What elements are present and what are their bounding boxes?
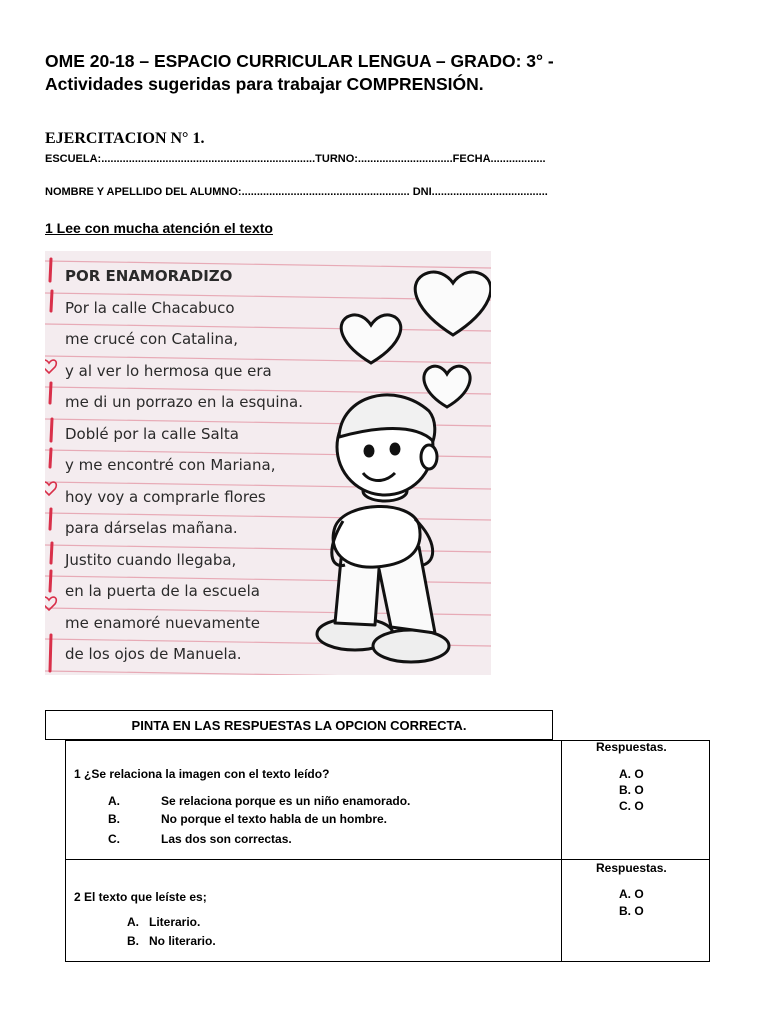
student-fields-line: NOMBRE Y APELLIDO DEL ALUMNO:....................................................... DNI...................................... bbox=[45, 186, 548, 198]
heart-medium-icon bbox=[341, 315, 401, 363]
row-divider bbox=[66, 859, 709, 860]
question-1-option-c-text: Las dos son correctas. bbox=[161, 832, 292, 846]
question-1-option-c-letter: C. bbox=[108, 832, 120, 846]
poem-line: me crucé con Catalina, bbox=[65, 330, 239, 348]
poem-line: Doblé por la calle Salta bbox=[65, 424, 239, 443]
poem-line: y me encontré con Mariana, bbox=[65, 456, 276, 474]
poem-line: para dárselas mañana. bbox=[65, 519, 238, 537]
question-2-answer-a[interactable]: A. O bbox=[619, 887, 644, 901]
poem-line: hoy voy a comprarle flores bbox=[65, 487, 266, 506]
question-2-option-a-letter: A. bbox=[127, 915, 139, 929]
question-2-option-a-text: Literario. bbox=[149, 915, 201, 929]
poem-line: me enamoré nuevamente bbox=[65, 613, 260, 632]
question-1-option-b-letter: B. bbox=[108, 812, 120, 826]
column-divider bbox=[561, 741, 562, 961]
boy-drawing bbox=[317, 395, 449, 662]
reading-instruction: 1 Lee con mucha atención el texto bbox=[45, 220, 273, 236]
title-line-1: OME 20-18 – ESPACIO CURRICULAR LENGUA – GRADO: 3° - bbox=[45, 51, 554, 71]
question-1-text: 1 ¿Se relaciona la imagen con el texto leído? bbox=[74, 767, 330, 781]
question-1-answer-b[interactable]: B. O bbox=[619, 783, 644, 797]
question-1-answer-a[interactable]: A. O bbox=[619, 767, 644, 781]
quiz-header: PINTA EN LAS RESPUESTAS LA OPCION CORRECTA. bbox=[45, 710, 553, 740]
exercise-heading: EJERCITACION N° 1. bbox=[45, 130, 205, 147]
poem-line: Justito cuando llegaba, bbox=[65, 550, 237, 569]
question-2-responses-label: Respuestas. bbox=[596, 861, 667, 875]
poem-line: me di un porrazo en la esquina. bbox=[65, 393, 303, 411]
poem-line: en la puerta de la escuela bbox=[65, 582, 260, 600]
quiz-table bbox=[65, 740, 710, 962]
heart-large-icon bbox=[415, 272, 491, 335]
question-1-responses-label: Respuestas. bbox=[596, 740, 667, 754]
question-1-option-b-text: No porque el texto habla de un hombre. bbox=[161, 812, 388, 826]
poem-illustration bbox=[45, 251, 491, 675]
question-2-option-b-letter: B. bbox=[127, 934, 139, 948]
school-fields-line: ESCUELA:......................................................................TURNO:...............................FECHA.................. bbox=[45, 153, 546, 165]
question-2-answer-b[interactable]: B. O bbox=[619, 904, 644, 918]
heart-small-icon bbox=[424, 366, 470, 407]
poem-title: POR ENAMORADIZO bbox=[65, 267, 233, 285]
question-2-option-b-text: No literario. bbox=[149, 934, 216, 948]
poem-line: y al ver lo hermosa que era bbox=[65, 361, 272, 380]
question-1-answer-c[interactable]: C. O bbox=[619, 799, 644, 813]
question-1-option-a-text: Se relaciona porque es un niño enamorado. bbox=[161, 794, 411, 808]
question-1-option-a-letter: A. bbox=[108, 794, 120, 808]
title-line-2: Actividades sugeridas para trabajar COMPRENSIÓN. bbox=[45, 74, 484, 94]
poem-line: Por la calle Chacabuco bbox=[65, 298, 235, 317]
document-title bbox=[45, 50, 554, 96]
poem-text bbox=[65, 261, 303, 671]
poem-line: de los ojos de Manuela. bbox=[65, 645, 242, 663]
question-2-text: 2 El texto que leíste es; bbox=[74, 890, 207, 904]
